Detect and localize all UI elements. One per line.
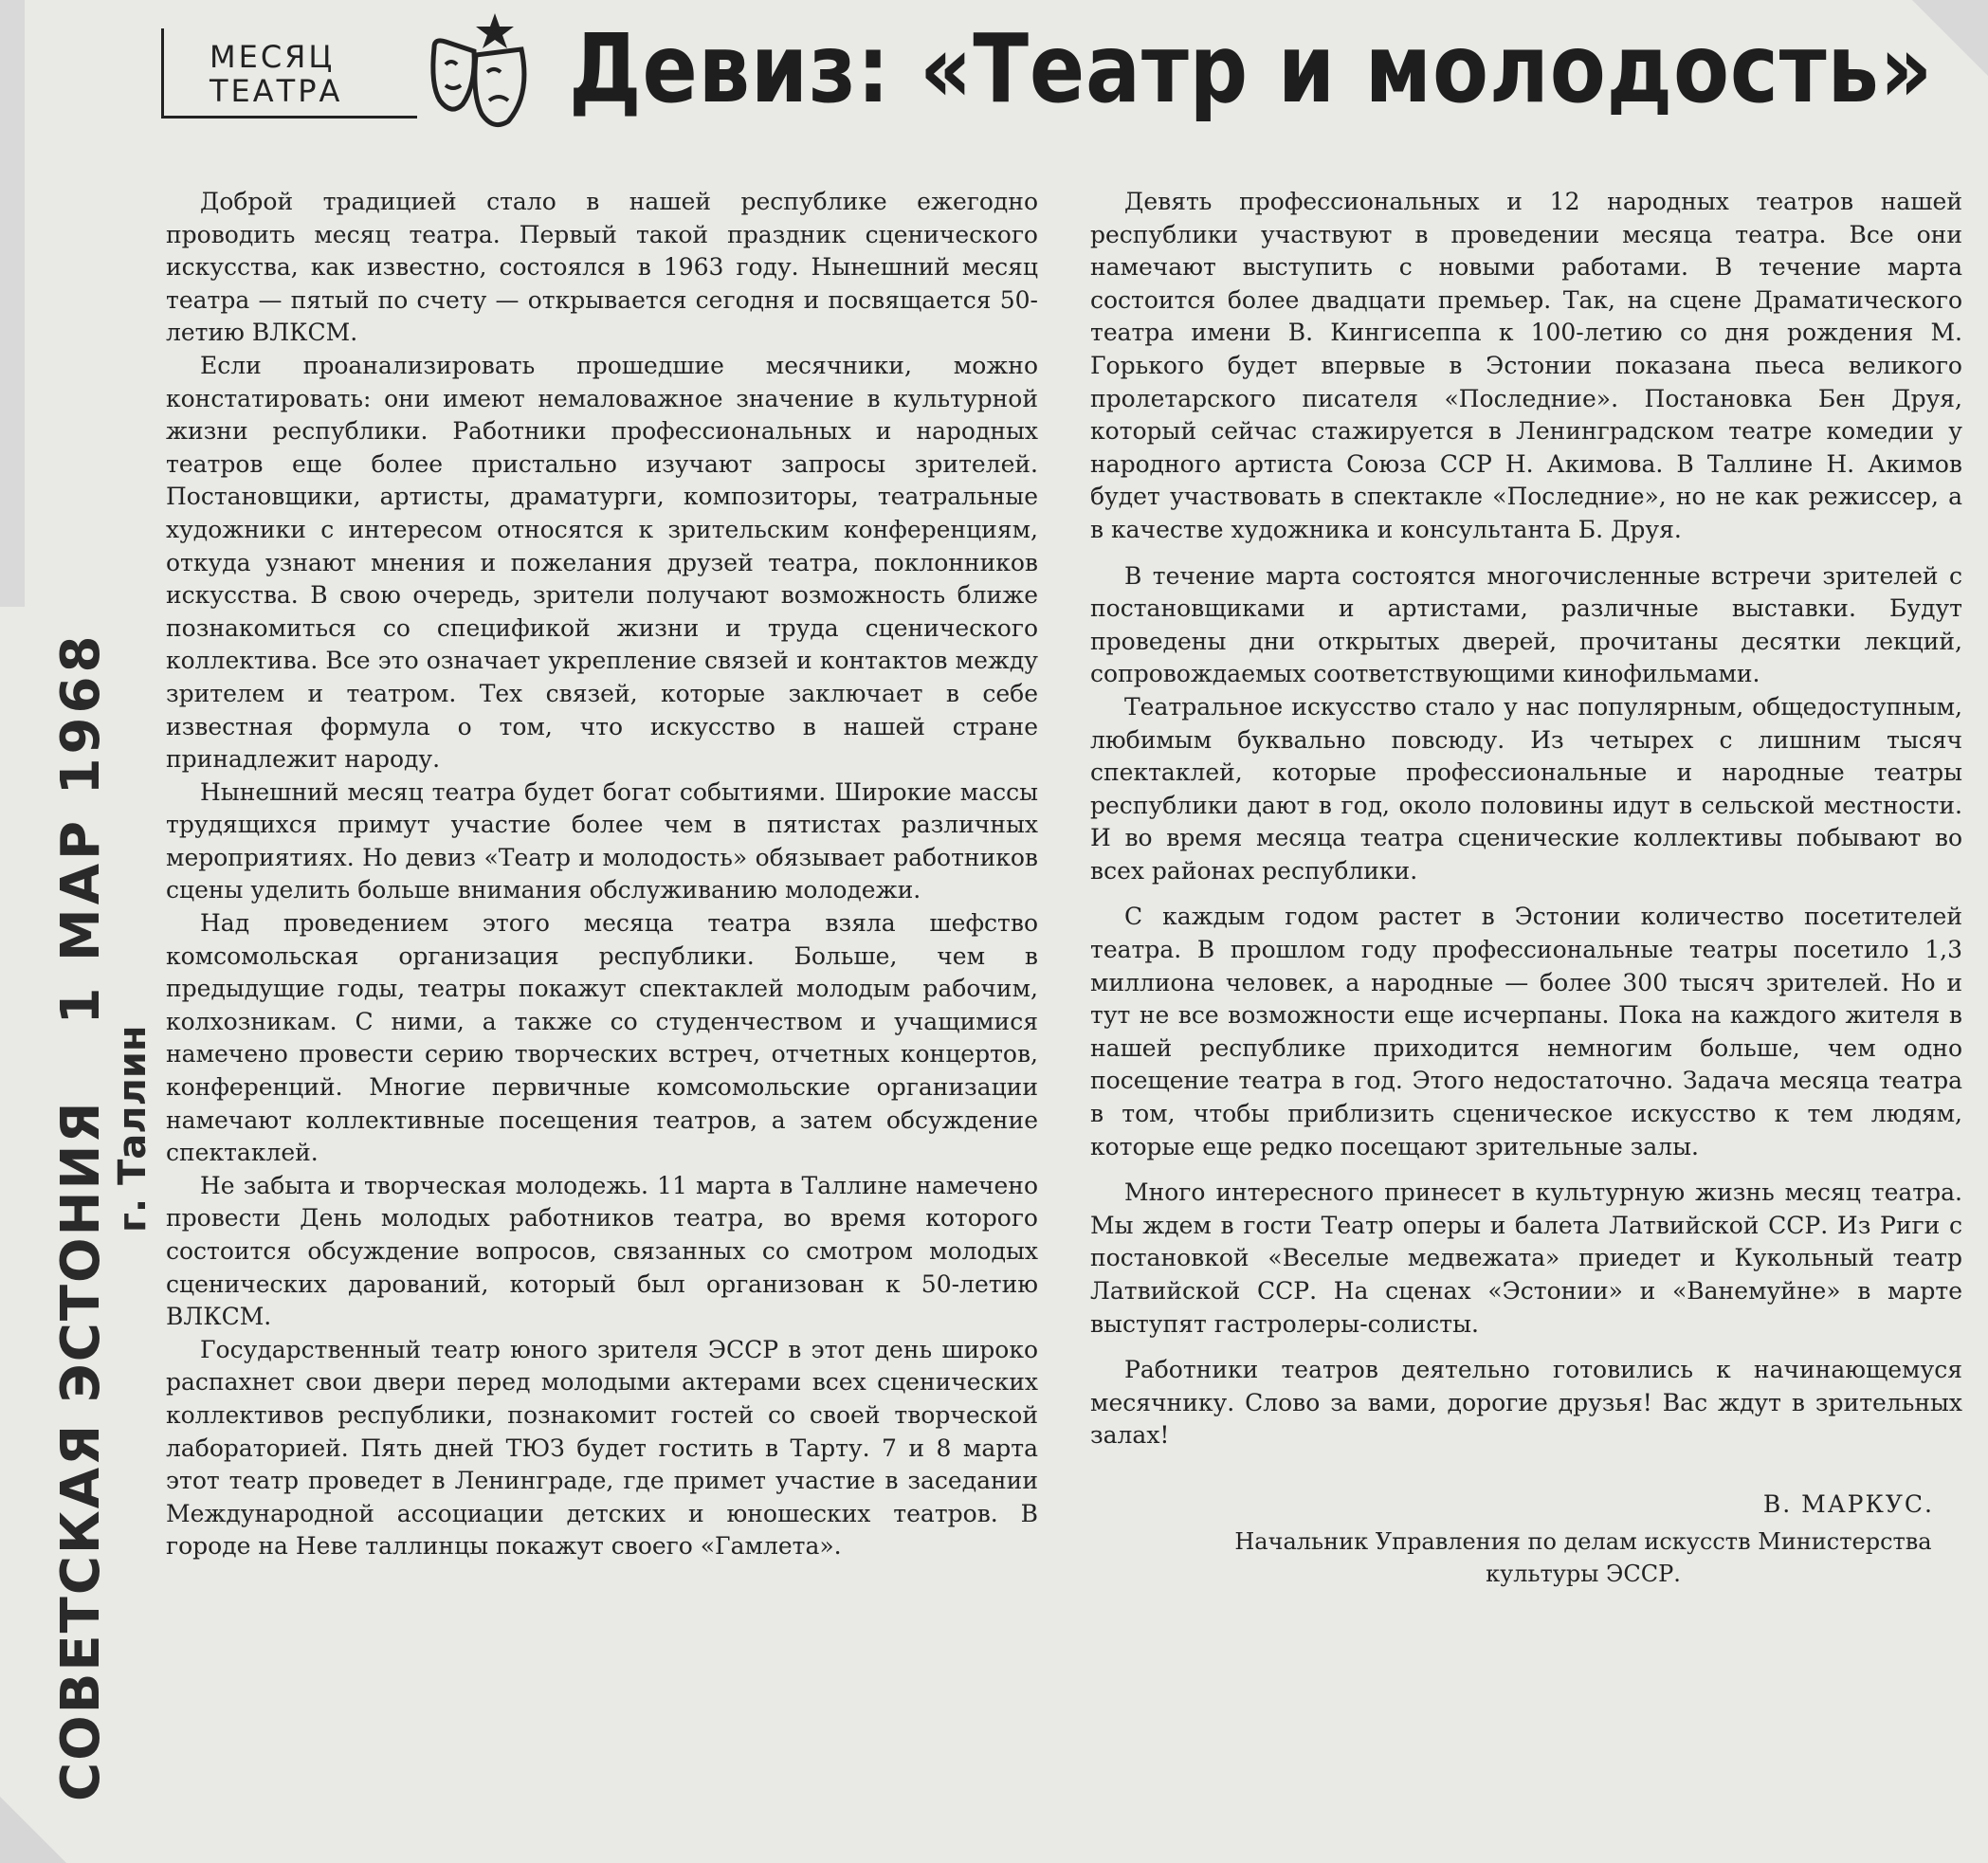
- article-paragraph: Если проанализировать прошедшие месячники, можно констатировать: они имеют немаловажное значение в культурной жизни республики. Работники профессиональных и народных театров еще более пристально изучают запросы зрителей. Постановщики, артисты, драматурги, композиторы, театральные художники с интересом относятся к зрительским конференциям, откуда узнают мнения и пожелания друзей театра, поклонников искусства. В свою очередь, зрители получают возможность ближе познакомиться со спецификой жизни и труда сценического коллектива. Все это означает укрепление связей и контактов между зрителем и театром. Тех связей, которые заключает в себе известная формула о том, что искусство в нашей стране принадлежит народу.: [166, 351, 1038, 774]
- torn-corner: [0, 1797, 66, 1863]
- article-paragraph: Государственный театр юного зрителя ЭССР в этот день широко распахнет свои двери перед молодыми актерами всех сценических коллективов республики, познакомит гостей со своей творческой лабораторией. Пять дней ТЮЗ будет гостить в Тарту. 7 и 8 марта этот театр проведет в Ленинграде, где примет участие в заседании Международной ассоциации детских и юношеских театров. В городе на Неве таллинцы покажут своего «Гамлета».: [166, 1335, 1038, 1561]
- stamp-newspaper-name: СОВЕТСКАЯ ЭСТОНИЯ: [50, 1100, 112, 1801]
- stamp-date: 1 МАР 1968: [50, 631, 112, 1025]
- section-label: [161, 28, 417, 119]
- headline: Девиз: «Театр и молодость»: [569, 13, 1934, 124]
- article-paragraph: Нынешний месяц театра будет богат событиями. Широкие массы трудящихся примут участие более чем в пятистах различных мероприятиях. Но девиз «Театр и молодость» обязывает работников сцены уделить больше внимания обслуживанию молодежи.: [166, 777, 1038, 904]
- clipping-edge-shadow: [0, 0, 25, 607]
- article-column-1: [166, 186, 1038, 1563]
- article-paragraph: Доброй традицией стало в нашей республике ежегодно проводить месяц театра. Первый такой праздник сценического искусства, как известно, состоялся в 1963 году. Нынешний месяц театра — пятый по счету — открывается сегодня и посвящается 50-летию ВЛКСМ.: [166, 188, 1038, 347]
- stamp-city: г. Таллин: [111, 1025, 155, 1233]
- article-paragraph: Над проведением этого месяца театра взяла шефство комсомольская организация республики. Больше, чем в предыдущие годы, театры покажут спектаклей молодым рабочим, колхозникам. С ними, а также со студенчеством и учащимися намечено провести серию творческих встреч, отчетных концертов, конференций. Многие первичные комсомольские организации намечают коллективные посещения театров, а затем обсуждение спектаклей.: [166, 909, 1038, 1167]
- section-label-line2: ТЕАТРА: [210, 73, 343, 109]
- article-column-2: [1090, 186, 1962, 1591]
- article-paragraph: Театральное искусство стало у нас популярным, общедоступным, любимым буквально повсюду. Из четырех с лишним тысяч спектаклей, которые профессиональные и народные театры республики дают в год, около половины идут в сельской местности. И во время месяца театра сценические коллективы побывают во всех районах республики.: [1090, 692, 1962, 885]
- article-paragraph: В течение марта состоятся многочисленные встречи зрителей с постановщиками и артистами, различные выставки. Будут проведены дни открытых дверей, прочитаны десятки лекций, сопровождаемых соответствующими кинофильмами.: [1090, 561, 1962, 688]
- author-position: Начальник Управления по делам искусств Министерства культуры ЭССР.: [1234, 1527, 1932, 1588]
- article-paragraph: Работники театров деятельно готовились к начинающемуся месячнику. Слово за вами, дорогие друзья! Вас ждут в зрительных залах!: [1090, 1356, 1962, 1450]
- article-paragraph: Не забыта и творческая молодежь. 11 марта в Таллине намечено провести День молодых работников театра, во время которого состоится обсуждение вопросов, связанных со смотром молодых сценических дарований, который был организован к 50-летию ВЛКСМ.: [166, 1171, 1038, 1331]
- author-signature: В. МАРКУС.: [1762, 1489, 1934, 1518]
- article-paragraph: Девять профессиональных и 12 народных театров нашей республики участвуют в проведении месяца театра. Все они намечают выступить с новыми работами. В течение марта состоится более двадцати премьер. Так, на сцене Драматического театра имени В. Кингисеппа к 100-летию со дня рождения М. Горького будет впервые в Эстонии показана пьеса великого пролетарского писателя «Последние». Постановка Бен Друя, который сейчас стажируется в Ленинградском театре комедии у народного артиста Союза ССР Н. Акимова. В Таллине Н. Акимов будет участвовать в спектакле «Последние», но не как режиссер, а в качестве художника и консультанта Б. Друя.: [1090, 188, 1962, 543]
- section-label-line1: МЕСЯЦ: [210, 39, 336, 75]
- newspaper-source-stamp: [52, 632, 155, 1801]
- article-paragraph: С каждым годом растет в Эстонии количество посетителей театра. В прошлом году профессиональные театры посетило 1,3 миллиона человек, а народные — более 300 тысяч зрителей. Но и тут не все возможности еще исчерпаны. Пока на каждого жителя в нашей республике приходится немногим больше, чем одно посещение театра в год. Этого недостаточно. Задача месяца театра в том, чтобы приблизить сценическое искусство к тем людям, которые еще редко посещают зрительные залы.: [1090, 903, 1962, 1160]
- author-block: [1090, 1489, 1962, 1591]
- theatre-masks-star-icon: [427, 9, 540, 133]
- article-paragraph: Много интересного принесет в культурную жизнь месяц театра. Мы ждем в гости Театр оперы и балета Латвийской ССР. Из Риги с постановкой «Веселые медвежата» приедет и Кукольный театр Латвийской ССР. На сценах «Эстонии» и «Ванемуйне» в марте выступят гастролеры-солисты.: [1090, 1178, 1962, 1338]
